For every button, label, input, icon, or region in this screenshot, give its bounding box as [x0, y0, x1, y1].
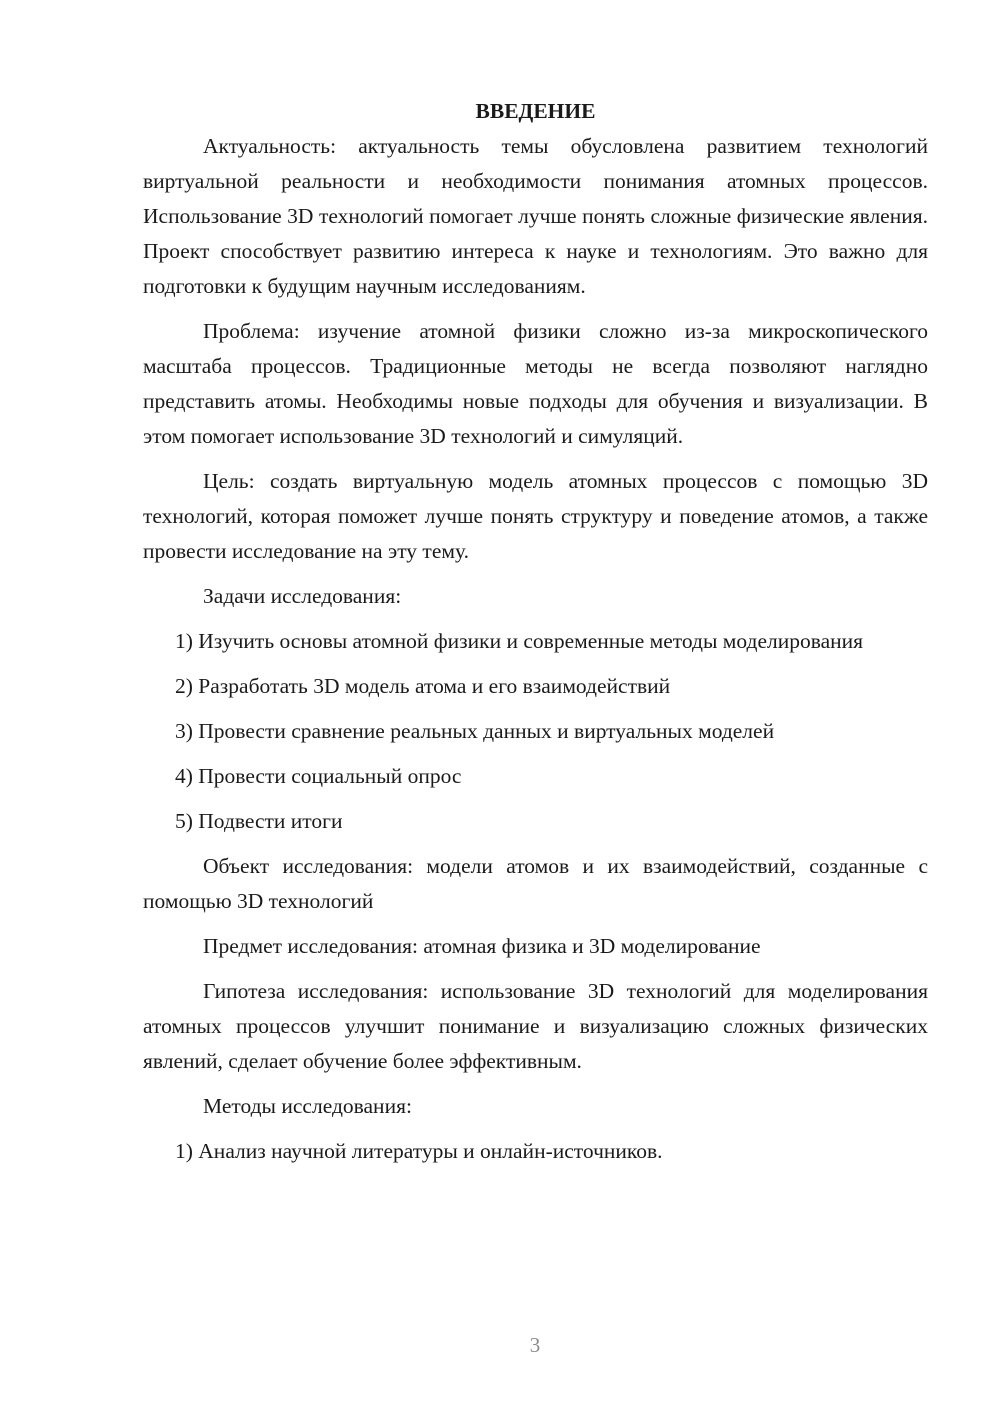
- task-item: 1) Изучить основы атомной физики и современные методы моделирования: [175, 629, 864, 653]
- task-item: 5) Подвести итоги: [175, 809, 343, 833]
- object-paragraph: Объект исследования: модели атомов и их взаимодействий, созданные с помощью 3D технологий: [143, 854, 928, 913]
- hypothesis-paragraph: Гипотеза исследования: использование 3D технологий для моделирования атомных процессов улучшит понимание и визуализацию сложных физических явлений, сделает обучение более эффективным.: [143, 979, 928, 1073]
- tasks-heading: Задачи исследования:: [203, 584, 402, 608]
- subject-paragraph: Предмет исследования: атомная физика и 3D моделирование: [203, 934, 761, 958]
- relevance-paragraph: Актуальность: актуальность темы обусловлена развитием технологий виртуальной реальности и необходимости понимания атомных процессов. Использование 3D технологий помогает лучше понять сложные физические явления. Проект способствует развитию интереса к науке и технологиям. Это важно для подготовки к будущим научным исследованиям.: [143, 134, 928, 298]
- page-number: 3: [529, 1333, 541, 1357]
- task-item: 2) Разработать 3D модель атома и его взаимодействий: [175, 674, 671, 698]
- methods-heading: Методы исследования:: [203, 1094, 412, 1118]
- problem-paragraph: Проблема: изучение атомной физики сложно из-за микроскопического масштаба процессов. Традиционные методы не всегда позволяют наглядно представить атомы. Необходимы новые подходы для обучения и визуализации. В этом помогает использование 3D технологий и симуляций.: [143, 319, 928, 448]
- section-title: ВВЕДЕНИЕ: [475, 99, 596, 123]
- method-item: 1) Анализ научной литературы и онлайн-источников.: [175, 1139, 663, 1163]
- goal-paragraph: Цель: создать виртуальную модель атомных процессов с помощью 3D технологий, которая поможет лучше понять структуру и поведение атомов, а также провести исследование на эту тему.: [143, 469, 928, 563]
- task-item: 3) Провести сравнение реальных данных и виртуальных моделей: [175, 719, 775, 743]
- page-content: [143, 94, 928, 1169]
- task-item: 4) Провести социальный опрос: [175, 764, 462, 788]
